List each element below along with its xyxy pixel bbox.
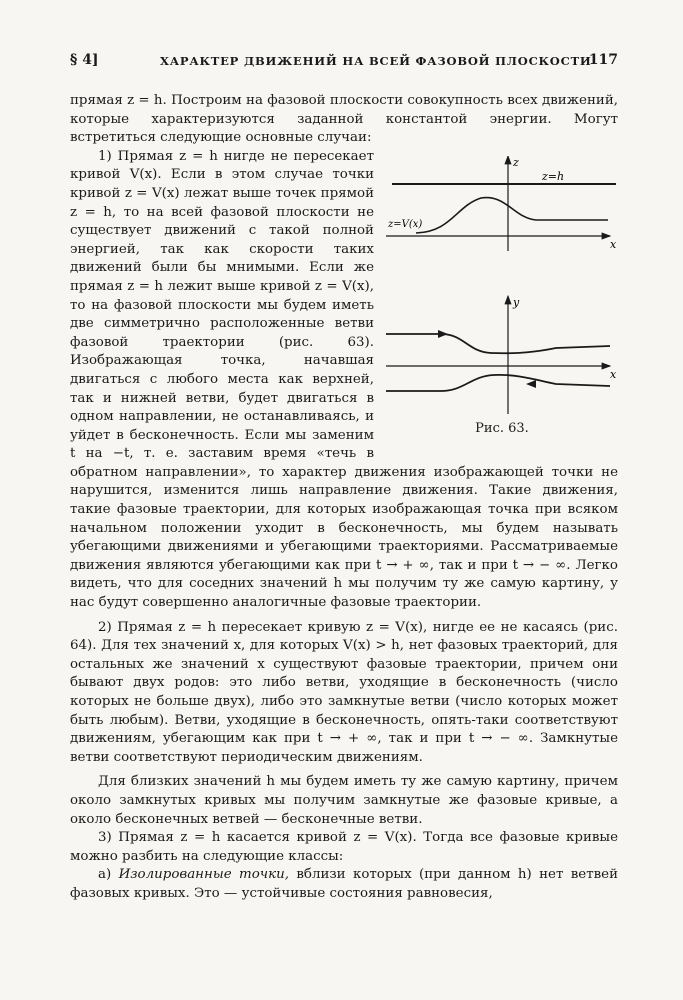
item-marker: а)	[98, 867, 119, 883]
paragraph: прямая z = h. Построим на фазовой плоскости совокупность всех движений, которые характеризуются заданной константой энергии. Могут встретиться следующие основные случаи:	[70, 93, 618, 146]
y-axis-label: y	[513, 295, 520, 309]
curve-label: z=V(x)	[388, 218, 423, 230]
body-text	[70, 92, 618, 904]
figure-63	[386, 156, 618, 446]
figure-caption: Рис. 63.	[475, 420, 529, 436]
upper-arrow	[438, 330, 448, 338]
paragraph: 2) Прямая z = h пересекает кривую z = V(x), нигде ее не касаясь (рис. 64). Для тех значений x, для которых V(x) > h, нет фазовых траекторий, для остальных же значений x существуют фазовые траектории, причем они бывают двух родов: это либо ветви, уходящие в бесконечность (число которых не больше двух), либо это замкнутые ветви (число которых может быть любым). Ветви, уходящие в бесконечность, опять-таки соответствуют движениям, убегающим как при t → + ∞, так и при t → − ∞. Замкнутые ветви соответствуют периодическим движениям.	[70, 619, 618, 765]
paragraph	[70, 866, 618, 903]
paragraph: 3) Прямая z = h касается кривой z = V(x). Тогда все фазовые кривые можно разбить на следующие классы:	[70, 830, 618, 864]
figure-graphics	[386, 156, 618, 418]
x-axis-label-bottom: x	[610, 367, 617, 381]
page-number: 117	[588, 52, 618, 68]
term: Изолированные точки,	[118, 867, 289, 883]
paragraph: Для близких значений h мы будем иметь ту же самую картину, причем около замкнутых кривых мы получим замкнутые же фазовые кривые, а около бесконечных ветвей — бесконечные ветви.	[70, 774, 618, 827]
line-label: z=h	[542, 169, 565, 183]
x-axis-label-top: x	[610, 237, 617, 251]
lower-arrow	[526, 380, 536, 388]
paragraph: 1) Прямая z = h нигде не пересекает кривой V(x). Если в этом случае точки кривой z = V(x) лежат выше точек прямой z = h, то на всей фазовой плоскости не существует движений с такой полной энергией, так как скорости таких движений были бы мнимыми. Если же прямая z = h лежит выше кривой z = V(x), то на фазовой плоскости мы будем иметь две симметрично расположенные ветви фазовой траектории (рис. 63). Изображающая точка, начавшая двигаться с любого места как верхней, так и нижней ветви, будет двигаться в одном направлении, не останавливаясь, и уйдет в бесконечность. Если мы заменим t на −t, т. е. заставим время «течь в обратном направлении», то характер движения изображающей точки не нарушится, изменится лишь направление движения. Такие движения, такие фазовые траектории, для которых изображающая точка при всяком начальном положении уходит в бесконечность, мы будем называть убегающими движениями и убегающими траекториями. Рассматриваемые движения являются убегающими как при t → + ∞, так и при t → − ∞. Легко видеть, что для соседних значений h мы получим ту же самую картину, у нас будут совершенно аналогичные фазовые траектории.	[70, 148, 618, 611]
paragraph-text: вблизи которых (при данном h) нет ветвей фазовых кривых. Это — устойчивые состояния равновесия,	[70, 867, 618, 901]
chapter-title: ХАРАКТЕР ДВИЖЕНИЙ НА ВСЕЙ ФАЗОВОЙ ПЛОСКОСТИ	[160, 54, 592, 68]
curve-v-x	[416, 197, 608, 232]
running-header	[70, 52, 618, 72]
lower-trajectory	[386, 375, 610, 391]
upper-trajectory	[386, 334, 610, 353]
z-axis-label: z	[513, 155, 519, 169]
section-number: § 4]	[70, 52, 99, 68]
